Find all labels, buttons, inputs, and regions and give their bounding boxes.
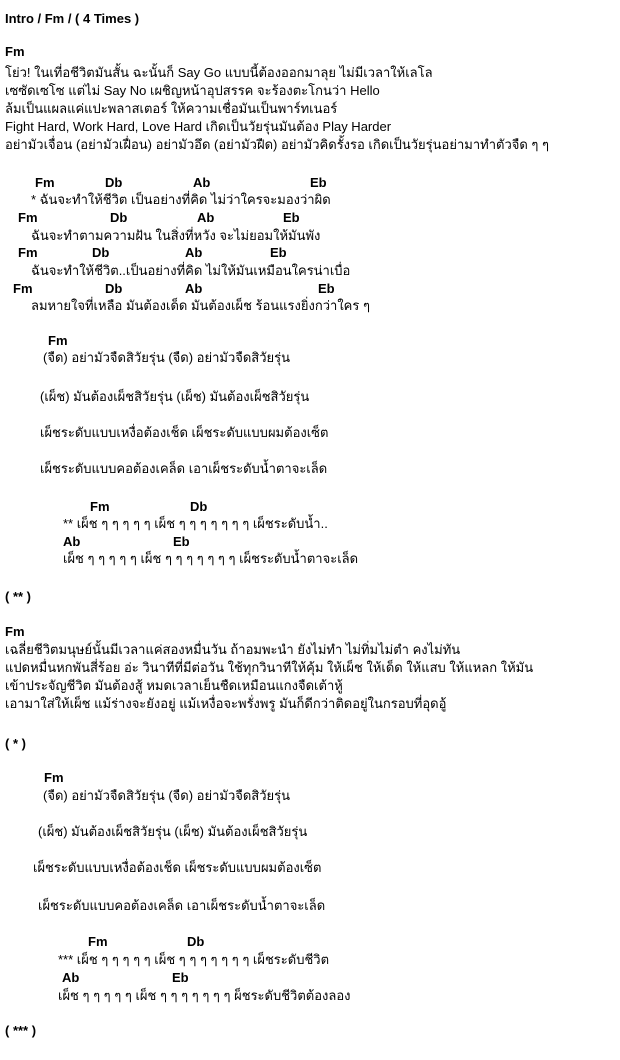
chord: Fm xyxy=(5,624,25,639)
lyric-line: ฉันจะทำตามความฝัน ในสิ่งที่หวัง จะไม่ยอมให้มันพัง xyxy=(31,228,321,243)
repeat-marker: ( *** ) xyxy=(5,1023,37,1038)
lyric-line: เอามาใส่ให้เผ็ช แม้ร่างจะยังอยู่ แม้เหงื่อจะพรั่งพรู มันก็ดีกว่าติดอยู่ในกรอบที่อุดอู้ xyxy=(5,696,447,711)
chord: Fm xyxy=(5,44,25,59)
lyric-line: เผ็ชระดับแบบเหงื่อต้องเช็ด เผ็ชระดับแบบผมต้องเซ็ต xyxy=(33,860,322,875)
lyric-line: * ฉันจะทำให้ชีวิต เป็นอย่างที่คิด ไม่ว่าใครจะมองว่าผิด xyxy=(31,192,331,207)
chord: Eb xyxy=(173,534,190,549)
chord: Db xyxy=(190,499,208,514)
chord: Db xyxy=(92,245,110,260)
repeat-marker: ( ** ) xyxy=(5,589,31,604)
chord: Ab xyxy=(185,245,203,260)
chord-row xyxy=(0,969,620,987)
chord: Db xyxy=(110,210,128,225)
chord: Db xyxy=(105,175,123,190)
lyric-line: เผ็ชระดับแบบคอต้องเคล็ด เอาเผ็ชระดับน้ำตาจะเล็ด xyxy=(38,898,326,913)
chord-row xyxy=(0,933,620,951)
lyric-line: เผ็ช ๆ ๆ ๆ ๆ ๆ เผ็ช ๆ ๆ ๆ ๆ ๆ ๆ ๆ ผ็ชระดับชีวิตต้องลอง xyxy=(58,988,351,1003)
lyric-line: เผ็ชระดับแบบเหงื่อต้องเช็ด เผ็ชระดับแบบผมต้องเซ็ต xyxy=(40,425,329,440)
lyric-line: (เผ็ช) มันต้องเผ็ชสิวัยรุ่น (เผ็ช) มันต้องเผ็ชสิวัยรุ่น xyxy=(40,389,310,404)
lyric-line: *** เผ็ช ๆ ๆ ๆ ๆ ๆ เผ็ช ๆ ๆ ๆ ๆ ๆ ๆ ๆ เผ็ชระดับชีวิต xyxy=(58,952,330,967)
chord: Eb xyxy=(310,175,327,190)
chord: Ab xyxy=(63,534,81,549)
lyric-line: (จืด) อย่ามัวจืดสิวัยรุ่น (จืด) อย่ามัวจืดสิวัยรุ่น xyxy=(43,788,291,803)
chord: Fm xyxy=(35,175,55,190)
lyric-line: ล้มเป็นแผลแค่แปะพลาสเตอร์ ให้ความเชื่อมันเป็นพาร์ทเนอร์ xyxy=(5,101,338,116)
intro-heading: Intro / Fm / ( 4 Times ) xyxy=(5,11,140,26)
lyric-line: โย่ว! ในเที่อชีวิตมันสั้น ฉะนั้นก็ Say Go แบบนี้ต้องออกมาลุย ไม่มีเวลาให้เลโล xyxy=(5,65,433,80)
chord: Ab xyxy=(185,281,203,296)
repeat-marker: ( * ) xyxy=(5,736,26,751)
lyric-line: (จืด) อย่ามัวจืดสิวัยรุ่น (จืด) อย่ามัวจืดสิวัยรุ่น xyxy=(43,350,291,365)
chord-row xyxy=(0,533,620,551)
chord: Ab xyxy=(197,210,215,225)
lyric-line: เข้าประจัญชีวิต มันต้องสู้ หมดเวลาเย็นชืดเหมือนแกงจืดเต้าหู้ xyxy=(5,678,343,693)
chord-row xyxy=(0,174,620,192)
chord-row xyxy=(0,280,620,298)
lyric-line: ** เผ็ช ๆ ๆ ๆ ๆ ๆ เผ็ช ๆ ๆ ๆ ๆ ๆ ๆ ๆ เผ็ชระดับน้ำ.. xyxy=(63,516,328,531)
chord: Fm xyxy=(13,281,33,296)
lyric-line: อย่ามัวเจื่อน (อย่ามัวเฝื่อน) อย่ามัวอึด (อย่ามัวฝืด) อย่ามัวคิดรั้งรอ เกิดเป็นวัยรุ่นอย่ามาทำตัวจืด ๆ ๆ xyxy=(5,137,550,152)
chord: Fm xyxy=(48,333,68,348)
lyric-line: เซซัดเซโซ แต่ไม่ Say No เผชิญหน้าอุปสรรค จะร้องตะโกนว่า Hello xyxy=(5,83,380,98)
lyric-line: เผ็ช ๆ ๆ ๆ ๆ ๆ เผ็ช ๆ ๆ ๆ ๆ ๆ ๆ ๆ เผ็ชระดับน้ำตาจะเล็ด xyxy=(63,551,359,566)
lyric-line: เผ็ชระดับแบบคอต้องเคล็ด เอาเผ็ชระดับน้ำตาจะเล็ด xyxy=(40,461,328,476)
chord: Ab xyxy=(193,175,211,190)
chord: Eb xyxy=(318,281,335,296)
chord: Eb xyxy=(172,970,189,985)
chord: Db xyxy=(187,934,205,949)
chord: Eb xyxy=(270,245,287,260)
chord: Fm xyxy=(18,210,38,225)
chord-row xyxy=(0,244,620,262)
chord: Fm xyxy=(44,770,64,785)
lyric-line: แปดหมื่นหกพันสี่ร้อย อ่ะ วินาทีที่มีต่อวัน ใช้ทุกวินาทีให้คุ้ม ให้เผ็ช ให้เด็ด ให้แสบ ให้แหลก ให้มัน xyxy=(5,660,534,675)
chord: Db xyxy=(105,281,123,296)
chord: Ab xyxy=(62,970,80,985)
lyric-line: Fight Hard, Work Hard, Love Hard เกิดเป็นวัยรุ่นมันต้อง Play Harder xyxy=(5,119,392,134)
lyric-line: เฉลี่ยชีวิตมนุษย์นั้นมีเวลาแค่สองหมื่นวัน ถ้าอมพะนำ ยังไม่ทำ ไม่ทิ่มไม่ตำ คงไม่ทัน xyxy=(5,642,461,657)
chord: Fm xyxy=(18,245,38,260)
chord: Eb xyxy=(283,210,300,225)
chord-row xyxy=(0,498,620,516)
chord: Fm xyxy=(90,499,110,514)
lyric-line: ลมหายใจที่เหลือ มันต้องเด็ด มันต้องเผ็ช ร้อนแรงยิ่งกว่าใคร ๆ xyxy=(31,298,370,313)
lyric-line: ฉันจะทำให้ชีวิต..เป็นอย่างที่คิด ไม่ให้มันเหมือนใครน่าเบื่อ xyxy=(31,263,351,278)
lyric-line: (เผ็ช) มันต้องเผ็ชสิวัยรุ่น (เผ็ช) มันต้องเผ็ชสิวัยรุ่น xyxy=(38,824,308,839)
chord-row xyxy=(0,209,620,227)
chord: Fm xyxy=(88,934,108,949)
